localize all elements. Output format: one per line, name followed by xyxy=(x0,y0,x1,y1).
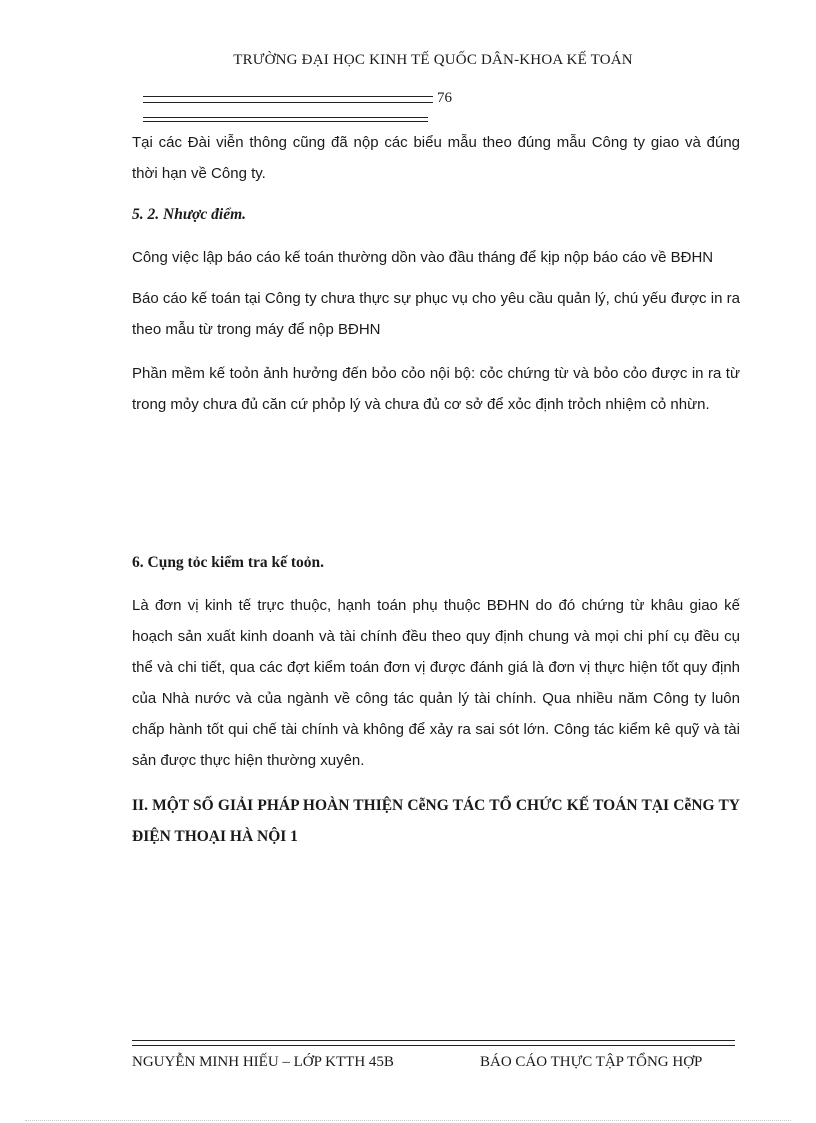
page-bottom-border xyxy=(25,1120,791,1121)
paragraph-3: Báo cáo kế toán tại Công ty chưa thực sự phục vụ cho yêu cầu quản lý, chú yếu được in ra theo mẫu từ trong máy để nộp BĐHN xyxy=(132,290,740,338)
heading-solutions: II. MỘT SỐ GIẢI PHÁP HOÀN THIỆN CễNG TÁC TỔ CHỨC KẾ TOÁN TẠI CễNG TY ĐIỆN THOẠI HÀ NỘI 1 xyxy=(132,797,740,845)
footer-author: NGUYỄN MINH HIẾU – LỚP KTTH 45B xyxy=(132,1054,394,1070)
footer-rule xyxy=(132,1040,735,1046)
header-rule-lower xyxy=(143,117,428,122)
header-rule xyxy=(143,96,433,103)
header-title: TRƯỜNG ĐẠI HỌC KINH TẾ QUỐC DÂN-KHOA KẾ TOÁN xyxy=(233,52,633,68)
paragraph-1: Tại các Đài viễn thông cũng đã nộp các biểu mẫu theo đúng mẫu Công ty giao và đúng thời hạn về Công ty. xyxy=(132,134,740,182)
page-number: 76 xyxy=(437,90,452,106)
paragraph-2: Công việc lập báo cáo kế toán thường dồn vào đầu tháng để kịp nộp báo cáo về BĐHN xyxy=(132,249,714,266)
paragraph-5: Là đơn vị kinh tế trực thuộc, hạnh toán phụ thuộc BĐHN do đó chứng từ khâu giao kế hoạch sản xuất kinh doanh và tài chính đều theo quy định chung và mọi chi phí cụ đều cụ thể và chi tiết, qua các đợt kiểm toán đơn vị được đánh giá là đơn vị thực hiện tốt quy định của Nhà nước và của ngành về công tác quản lý tài chính. Qua nhiều năm Công ty luôn chấp hành tốt qui chế tài chính và không để xảy ra sai sót lớn. Công tác kiểm kê quỹ và tài sản được thực hiện thường xuyên. xyxy=(132,597,740,769)
footer-report-title: BÁO CÁO THỰC TẬP TỔNG HỢP xyxy=(480,1054,703,1070)
paragraph-4: Phần mềm kế toỏn ảnh hưởng đến bỏo cỏo nội bộ: cỏc chứng từ và bỏo cỏo được in ra từ trong mỏy chưa đủ căn cứ phỏp lý và chưa đủ cơ sở để xỏc định trỏch nhiệm cỏ nhừn. xyxy=(132,365,740,413)
heading-weaknesses: 5. 2. Nhược điểm. xyxy=(132,206,247,223)
heading-audit: 6. Cụng tỏc kiểm tra kế toỏn. xyxy=(132,554,325,571)
